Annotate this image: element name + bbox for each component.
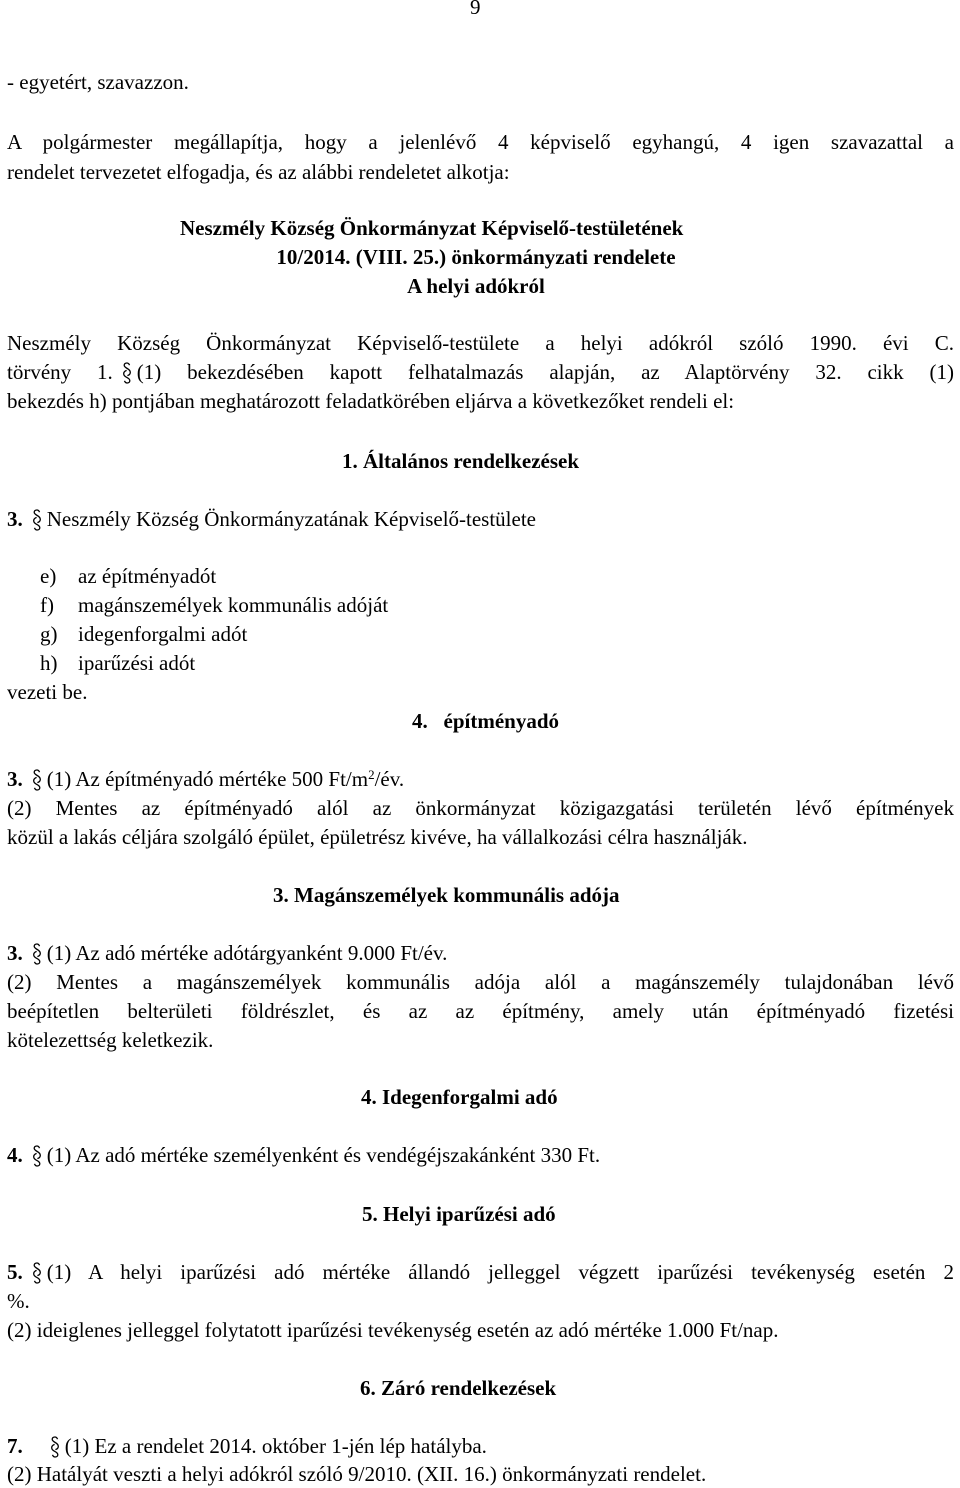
building-tax-p1 — [7, 766, 404, 792]
p1-text: (1) Az építményadó mértéke 500 Ft/m — [46, 767, 369, 791]
communal-tax-p2-line-3: kötelezettség keletkezik. — [7, 1028, 214, 1052]
section-sign-icon — [122, 362, 132, 384]
list-item — [40, 650, 195, 676]
list-item — [40, 563, 216, 589]
section-sign-icon — [32, 943, 42, 965]
list-item-text: az építményadót — [78, 564, 217, 588]
section-sign-icon — [32, 1145, 42, 1167]
section-text: Neszmély Község Önkormányzatának Képviselő-testülete — [46, 507, 536, 531]
preamble-line-2b: (1) bekezdésében kapott felhatalmazás alapján, az Alaptörvény 32. cikk (1) — [136, 360, 954, 384]
list-item-text: iparűzési adót — [78, 651, 196, 675]
p1-text: (1) Az adó mértéke adótárgyanként 9.000 Ft/év. — [46, 941, 448, 965]
building-tax-p2-line-2: közül a lakás céljára szolgáló épület, épületrész kivéve, ha vállalkozási célra használják. — [7, 825, 748, 849]
business-tax-p2: (2) ideiglenes jelleggel folytatott iparűzési tevékenység esetén az adó mértéke 1.000 Ft/nap. — [7, 1318, 779, 1342]
section-number: 7. — [7, 1434, 23, 1458]
communal-tax-p2-line-1: (2) Mentes a magánszemélyek kommunális adója alól a magánszemély tulajdonában lévő — [7, 970, 954, 994]
heading-communal-tax: 3. Magánszemélyek kommunális adója — [273, 883, 620, 907]
communal-tax-p2-line-2: beépítetlen belterületi földrészlet, és az az építmény, amely után építményadó fizetési — [7, 999, 954, 1023]
business-tax-p1-cont: %. — [7, 1289, 30, 1313]
section-number: 3. — [7, 767, 23, 791]
heading-general: 1. Általános rendelkezések — [342, 449, 580, 473]
tourist-tax-p1 — [7, 1142, 600, 1168]
preamble-line-2a: törvény 1. — [7, 360, 113, 384]
intro-line-2: rendelet tervezetet elfogadja, és az alábbi rendeletet alkotja: — [7, 160, 510, 184]
page-number: 9 — [470, 0, 481, 19]
p1-tail: /év. — [374, 767, 405, 791]
section-sign-icon — [32, 1262, 42, 1284]
communal-tax-p1 — [7, 940, 447, 966]
title-line-3: A helyi adókról — [407, 274, 545, 298]
list-item-label: g) — [40, 622, 58, 646]
final-p2: (2) Hatályát veszti a helyi adókról szóló 9/2010. (XII. 16.) önkormányzati rendelet. — [7, 1462, 707, 1486]
list-item — [40, 621, 247, 647]
intro-line-1: A polgármester megállapítja, hogy a jelenlévő 4 képviselő egyhangú, 4 igen szavazattal a — [7, 130, 954, 154]
title-line-1: Neszmély Község Önkormányzat Képviselő-testületének — [180, 216, 684, 240]
list-item — [40, 592, 388, 618]
list-item-label: h) — [40, 651, 58, 675]
heading-tourist-tax: 4. Idegenforgalmi adó — [361, 1085, 558, 1109]
title-line-2: 10/2014. (VIII. 25.) önkormányzati rendelete — [276, 245, 676, 269]
preamble-line-2 — [7, 359, 954, 385]
section-number: 3. — [7, 941, 23, 965]
building-tax-p2-line-1: (2) Mentes az építményadó alól az önkormányzat közigazgatási területén lévő építmények — [7, 796, 954, 820]
section-number: 3. — [7, 507, 23, 531]
p1-text: (1) A helyi iparűzési adó mértéke állandó jelleggel végzett iparűzési tevékenység esetén 2 — [46, 1260, 954, 1284]
p1-text: (1) Ez a rendelet 2014. október 1-jén lép hatályba. — [64, 1434, 487, 1458]
final-p1 — [7, 1433, 487, 1459]
preamble-line-1: Neszmély Község Önkormányzat Képviselő-testülete a helyi adókról szóló 1990. évi C. — [7, 331, 954, 355]
section-number: 5. — [7, 1260, 23, 1284]
section-sign-icon — [32, 769, 42, 791]
list-closing: vezeti be. — [7, 680, 88, 704]
section-sign-icon — [32, 509, 42, 531]
list-item-text: idegenforgalmi adót — [78, 622, 248, 646]
list-item-text: magánszemélyek kommunális adóját — [78, 593, 389, 617]
general-section — [7, 506, 536, 532]
section-sign-icon — [50, 1436, 60, 1458]
vote-line: - egyetért, szavazzon. — [7, 70, 189, 94]
list-item-label: e) — [40, 564, 57, 588]
p1-text: (1) Az adó mértéke személyenként és vendégéjszakánként 330 Ft. — [46, 1143, 601, 1167]
p1-superscript: 2 — [368, 767, 375, 782]
section-number: 4. — [7, 1143, 23, 1167]
business-tax-p1 — [7, 1259, 954, 1285]
heading-building-tax: 4. építményadó — [412, 709, 559, 733]
heading-business-tax: 5. Helyi iparűzési adó — [362, 1202, 556, 1226]
heading-final: 6. Záró rendelkezések — [360, 1376, 557, 1400]
list-item-label: f) — [40, 593, 54, 617]
preamble-line-3: bekezdés h) pontjában meghatározott feladatkörében eljárva a következőket rendeli el: — [7, 389, 735, 413]
